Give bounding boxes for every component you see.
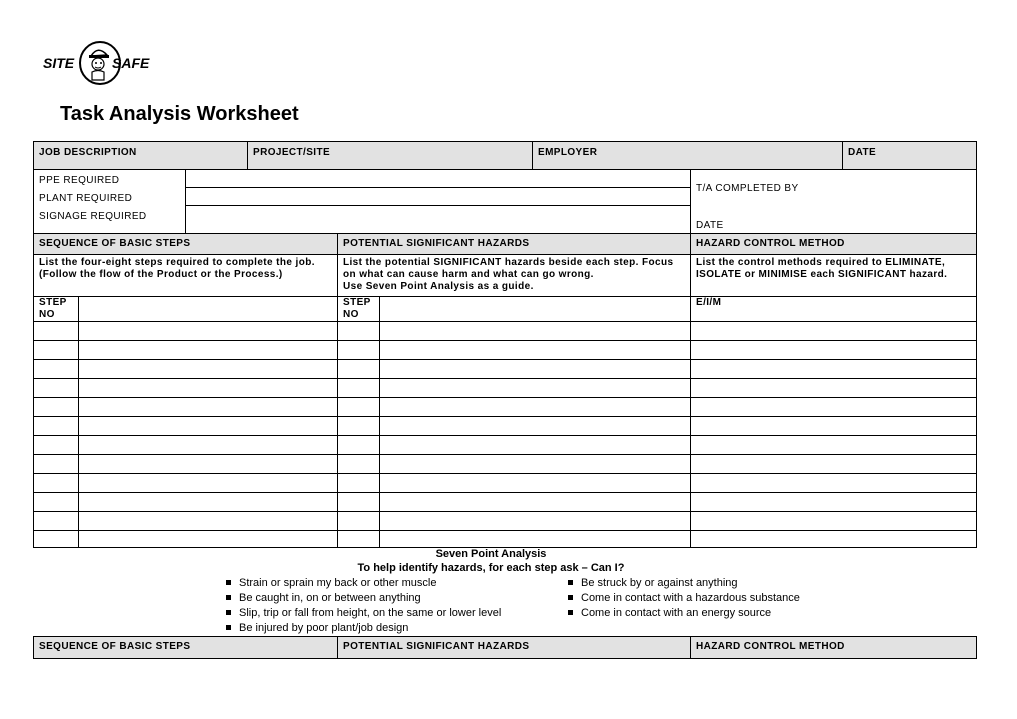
header-row-bg xyxy=(33,141,977,169)
footer-steps-header: SEQUENCE OF BASIC STEPS xyxy=(39,641,191,652)
ppe-required-label: PPE REQUIRED xyxy=(39,175,120,186)
job-description-label: JOB DESCRIPTION xyxy=(39,147,137,158)
bullet-icon xyxy=(226,625,231,630)
bullet-icon xyxy=(226,595,231,600)
seven-point-item: Be injured by poor plant/job design xyxy=(226,622,408,634)
bullet-icon xyxy=(226,610,231,615)
seven-point-item: Slip, trip or fall from height, on the same or lower level xyxy=(226,607,501,619)
control-instruction-line-2: ISOLATE or MINIMISE each SIGNIFICANT hazard. xyxy=(696,269,948,280)
bullet-icon xyxy=(568,595,573,600)
hazard-step-label: STEP xyxy=(343,297,371,308)
seven-point-item: Be caught in, on or between anything xyxy=(226,592,421,604)
logo-left-text: SITE xyxy=(43,55,75,71)
control-instruction-line-1: List the control methods required to ELIMINATE, xyxy=(696,257,946,268)
control-column-header: HAZARD CONTROL METHOD xyxy=(696,238,845,249)
employer-label: EMPLOYER xyxy=(538,147,598,158)
date-label: DATE xyxy=(848,147,877,158)
seven-point-item: Be struck by or against anything xyxy=(568,577,738,589)
seven-point-item: Strain or sprain my back or other muscle xyxy=(226,577,436,589)
step-no-label: NO xyxy=(39,309,55,320)
bullet-icon xyxy=(568,580,573,585)
hazards-instruction-line-3: Use Seven Point Analysis as a guide. xyxy=(343,281,534,292)
bullet-icon xyxy=(226,580,231,585)
project-site-label: PROJECT/SITE xyxy=(253,147,331,158)
footer-control-header: HAZARD CONTROL METHOD xyxy=(696,641,845,652)
hazards-column-header: POTENTIAL SIGNIFICANT HAZARDS xyxy=(343,238,530,249)
signage-required-label: SIGNAGE REQUIRED xyxy=(39,211,147,222)
ta-completed-by-label: T/A COMPLETED BY xyxy=(696,183,799,194)
hard-hat-worker-icon xyxy=(89,50,109,80)
step-label: STEP xyxy=(39,297,67,308)
eim-label: E/I/M xyxy=(696,297,722,308)
hazards-instruction-line-1: List the potential SIGNIFICANT hazards beside each step. Focus xyxy=(343,257,674,268)
seven-point-item: Come in contact with an energy source xyxy=(568,607,771,619)
seven-point-title: Seven Point Analysis xyxy=(435,548,547,560)
logo-right-text: SAFE xyxy=(112,55,150,71)
ta-date-label: DATE xyxy=(696,220,724,231)
bullet-icon xyxy=(568,610,573,615)
steps-column-header: SEQUENCE OF BASIC STEPS xyxy=(39,238,191,249)
seven-point-subtitle: To help identify hazards, for each step ask – Can I? xyxy=(357,562,625,574)
footer-hazards-header: POTENTIAL SIGNIFICANT HAZARDS xyxy=(343,641,530,652)
hazard-step-no-label: NO xyxy=(343,309,359,320)
page-title: Task Analysis Worksheet xyxy=(60,103,299,125)
seven-point-item: Come in contact with a hazardous substance xyxy=(568,592,800,604)
steps-instruction-line-1: List the four-eight steps required to complete the job. xyxy=(39,257,315,268)
hazards-instruction-line-2: on what can cause harm and what can go wrong. xyxy=(343,269,594,280)
steps-instruction-line-2: (Follow the flow of the Product or the Process.) xyxy=(39,269,283,280)
plant-required-label: PLANT REQUIRED xyxy=(39,193,133,204)
site-safe-logo xyxy=(40,36,160,92)
